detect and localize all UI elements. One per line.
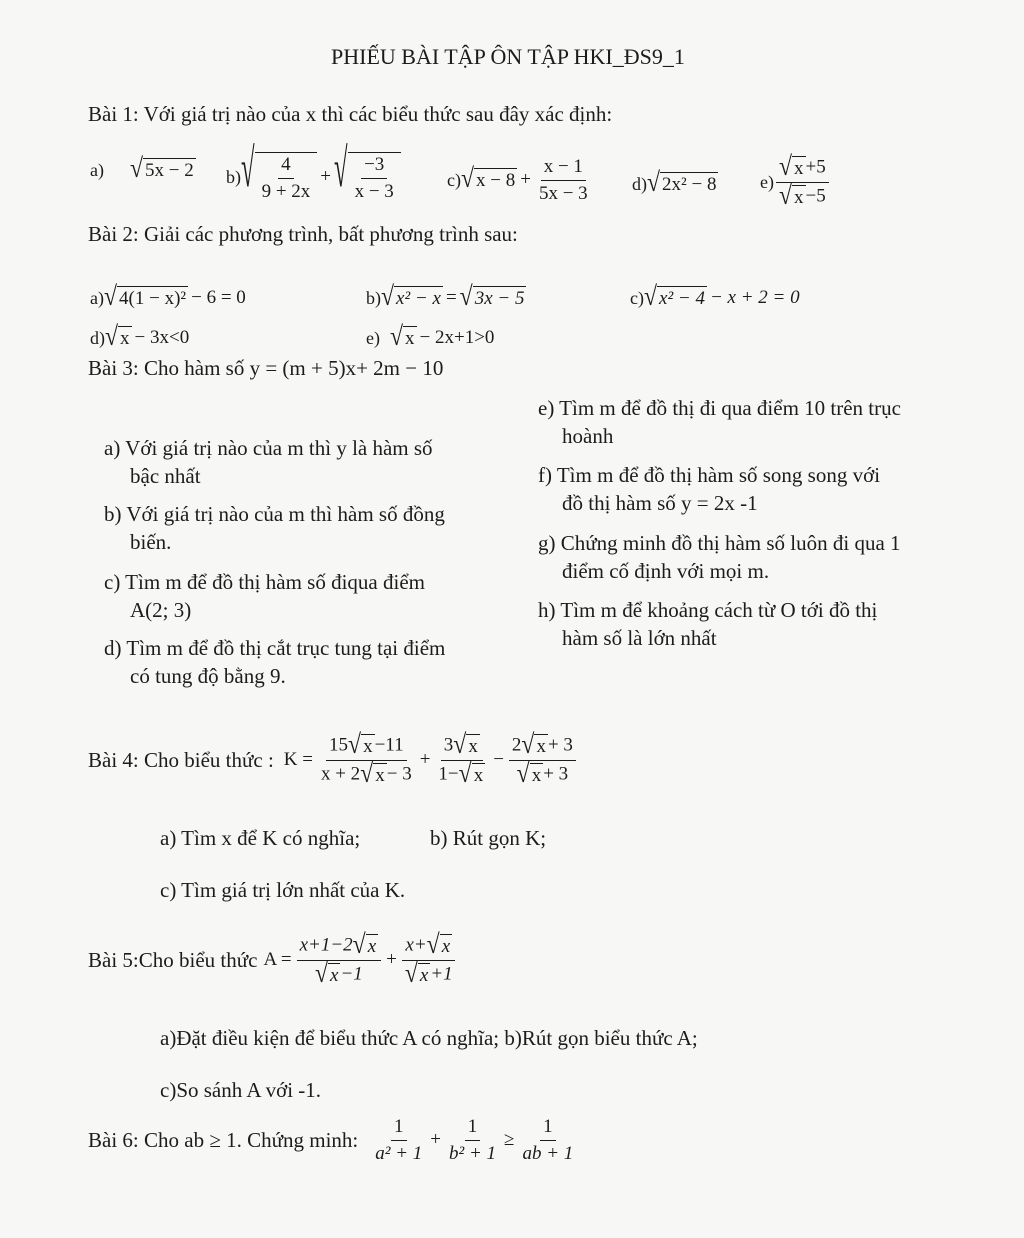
bai3-right-line: e) Tìm m để đồ thị đi qua điểm 10 trên trục (538, 396, 901, 420)
bai4-expression: Bài 4: Cho biểu thức : K = 15 √ x −11 x + 2 √ x − 3 + 3 √ x 1− √ x − 2 √ x + 3 √ x + 3 (88, 734, 578, 787)
bai1-heading: Bài 1: Với giá trị nào của x thì các biểu thức sau đây xác định: (88, 102, 613, 126)
bai3-left-line: biến. (130, 530, 172, 554)
bai1-item-c: c) √ x − 8 + $\frac{x - 1}{5x - 3}$ (447, 156, 588, 204)
bai3-left-line: d) Tìm m để đồ thị cắt trục tung tại điểm (104, 636, 446, 660)
bai4-heading: Bài 4: Cho biểu thức : (88, 747, 274, 772)
bai3-right-line: hoành (562, 424, 614, 448)
bai3-left-line: a) Với giá trị nào của m thì y là hàm số (104, 436, 433, 460)
bai1-item-b: b) √ $\frac{4}{9 + 2x}$ + √ $\frac{-3}{x - 3}$ (226, 152, 401, 203)
bai3-left-line: A(2; 3) (130, 598, 192, 622)
bai3-right-line: đồ thị hàm số y = 2x -1 (562, 491, 758, 515)
bai2-heading: Bài 2: Giải các phương trình, bất phương trình sau: (88, 222, 518, 246)
sqrt: √ 5x − 2 (129, 153, 194, 184)
bai2-item-c: c) √ x² − 4 − x + 2 = 0 (630, 281, 800, 312)
bai3-heading: Bài 3: Cho hàm số y = (m + 5)x+ 2m − 10 (88, 356, 444, 380)
bai3-right-line: điểm cố định với mọi m. (562, 559, 770, 583)
bai5-q2: c)So sánh A với -1. (160, 1078, 322, 1102)
bai1-item-e: e) √ x +5 √ x −5 (760, 156, 831, 209)
bai5-expression: Bài 5:Cho biểu thức A = x+1−2 √ x √ x −1 + x+ √ x √ x +1 (88, 934, 458, 987)
bai3-left-line: có tung độ bằng 9. (130, 664, 286, 688)
bai3-left-line: c) Tìm m để đồ thị hàm số điqua điểm (104, 570, 425, 594)
bai1-item-d: d) √ 2x² − 8 (632, 167, 717, 198)
bai3-right-line: g) Chứng minh đồ thị hàm số luôn đi qua 1 (538, 531, 901, 555)
bai3-right-line: f) Tìm m để đồ thị hàm số song song với (538, 463, 881, 487)
bai6-expression: Bài 6: Cho ab ≥ 1. Chứng minh: $\frac{1}{\text{a² + 1}}$ + $\frac{1}{\text{b² + 1}}$ ≥ $\frac{1}{ab + 1}$ (88, 1116, 574, 1164)
bai3-right-line: h) Tìm m để khoảng cách từ O tới đồ thị (538, 598, 878, 622)
bai2-item-d: d) √ x − 3x<0 (90, 321, 190, 352)
bai2-item-b: b) √ x² − x = √ 3x − 5 (366, 281, 525, 312)
bai1-item-a: a) √ 5x − 2 (90, 153, 194, 184)
bai2-item-a: a) √ 4(1 − x)² − 6 = 0 (90, 281, 246, 312)
bai2-item-e: e) √ x − 2x+1>0 (366, 321, 495, 352)
bai4-q2: b) Rút gọn K; (430, 826, 547, 850)
bai5-q1: a)Đặt điều kiện để biểu thức A có nghĩa; b)Rút gọn biểu thức A; (160, 1026, 698, 1050)
bai3-left-line: b) Với giá trị nào của m thì hàm số đồng (104, 502, 445, 526)
bai6-heading: Bài 6: Cho ab ≥ 1. Chứng minh: (88, 1127, 359, 1152)
bai3-left-line: bậc nhất (130, 464, 201, 488)
bai4-q1: a) Tìm x để K có nghĩa; (160, 826, 361, 850)
bai5-heading: Bài 5:Cho biểu thức (88, 947, 258, 972)
page-title: PHIẾU BÀI TẬP ÔN TẬP HKI_ĐS9_1 (331, 44, 685, 69)
bai3-right-line: hàm số là lớn nhất (562, 626, 717, 650)
bai4-q3: c) Tìm giá trị lớn nhất của K. (160, 878, 406, 902)
